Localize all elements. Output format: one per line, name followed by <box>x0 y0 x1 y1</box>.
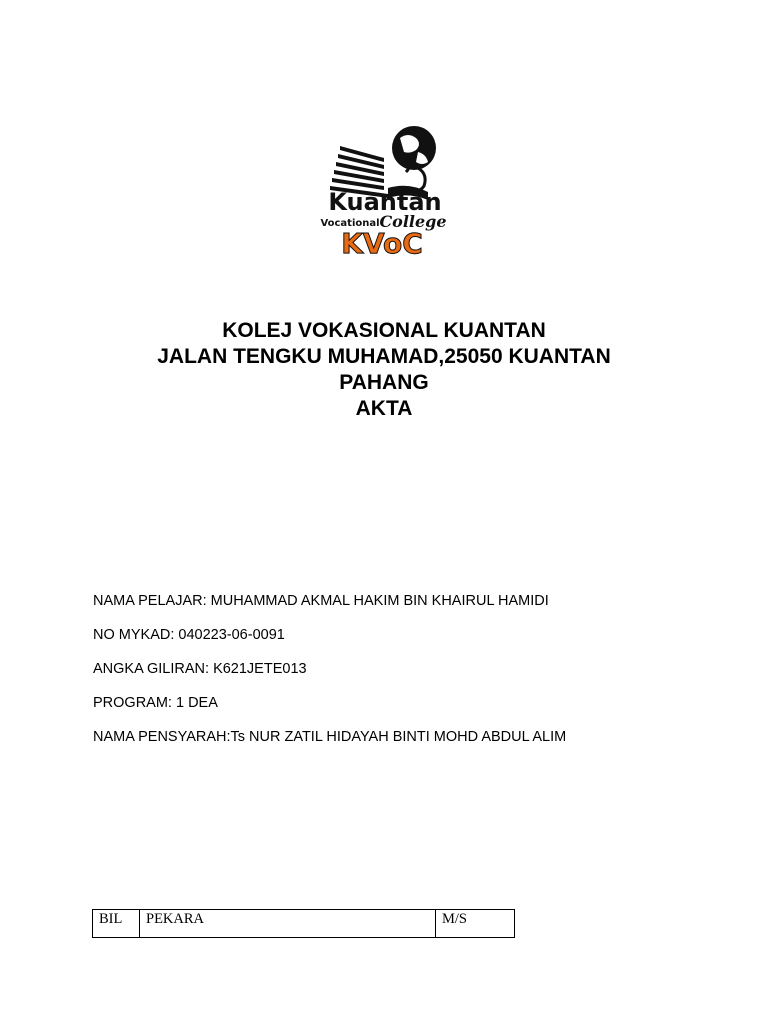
document-header <box>0 318 768 422</box>
student-info <box>93 592 566 762</box>
kvoc-logo <box>318 118 452 258</box>
no-mykad: NO MYKAD: 040223-06-0091 <box>93 627 285 643</box>
nama-pelajar: NAMA PELAJAR: MUHAMMAD AKMAL HAKIM BIN KHAIRUL HAMIDI <box>93 593 549 609</box>
logo-kvoc: KVoC <box>341 227 423 258</box>
college-state: PAHANG <box>339 371 429 394</box>
college-address: JALAN TENGKU MUHAMAD,25050 KUANTAN <box>157 345 611 368</box>
header-pekara: PEKARA <box>140 910 436 938</box>
document-subject: AKTA <box>355 397 413 420</box>
nama-pensyarah: NAMA PENSYARAH:Ts NUR ZATIL HIDAYAH BINTI MOHD ABDUL ALIM <box>93 729 567 745</box>
angka-giliran: ANGKA GILIRAN: K621JETE013 <box>93 661 307 677</box>
college-name: KOLEJ VOKASIONAL KUANTAN <box>222 319 546 342</box>
logo-kuantan: Kuantan <box>328 188 442 216</box>
program: PROGRAM: 1 DEA <box>93 695 218 711</box>
logo-vocational: Vocational <box>320 218 380 229</box>
contents-table <box>92 909 515 938</box>
header-ms: M/S <box>436 910 515 938</box>
table-header-row <box>93 910 515 938</box>
header-bil: BIL <box>93 910 140 938</box>
logo-college: College <box>379 212 447 231</box>
